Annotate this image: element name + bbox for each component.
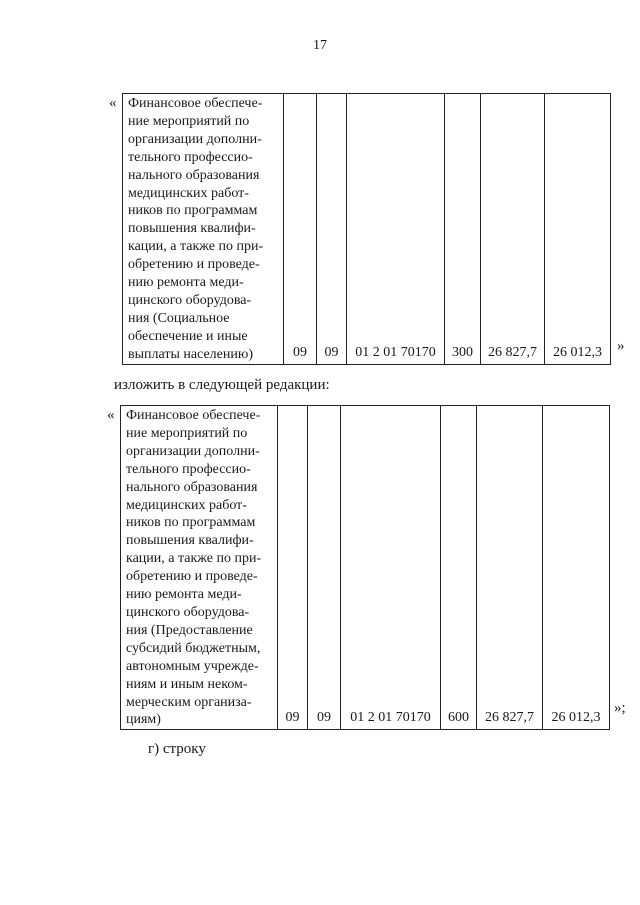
description-lines — [128, 95, 280, 364]
page-number: 17 — [313, 38, 327, 53]
description-line: циям) — [126, 712, 161, 728]
subsection-code: 09 — [317, 94, 347, 365]
target-article-code: 01 2 01 70170 — [341, 406, 441, 730]
description-line: цинского оборудова- — [128, 292, 252, 308]
table-row — [121, 406, 610, 730]
description-line: кации, а также по при- — [128, 239, 264, 255]
description-line: нию ремонта меди- — [128, 275, 244, 291]
description-line: обеспечение и иные — [128, 328, 248, 344]
description-line: Финансовое обеспече- — [126, 408, 261, 423]
description-line: организации дополни- — [126, 443, 260, 459]
description-line: ние мероприятий по — [128, 113, 250, 129]
row-description — [123, 94, 284, 365]
description-line: цинского оборудова- — [126, 604, 250, 620]
row-description — [121, 406, 278, 730]
description-line: нию ремонта меди- — [126, 587, 242, 603]
description-line: ния (Социальное — [128, 310, 230, 326]
description-line: автономным учрежде- — [126, 658, 259, 674]
description-line: ников по программам — [128, 203, 258, 219]
budget-table-old — [122, 93, 611, 365]
amount-year-2: 26 012,3 — [545, 94, 611, 365]
next-item-text: г) строку — [148, 741, 206, 757]
instruction-text: изложить в следующей редакции: — [114, 377, 330, 393]
section-code: 09 — [284, 94, 317, 365]
close-quote-1: » — [617, 338, 625, 354]
description-line: тельного профессио- — [126, 461, 251, 477]
close-quote-2: »; — [614, 700, 626, 716]
description-line: медицинских работ- — [126, 497, 247, 513]
description-line: субсидий бюджетным, — [126, 640, 261, 656]
description-line: мерческим организа- — [126, 694, 252, 710]
description-line: Финансовое обеспече- — [128, 96, 263, 111]
subsection-code: 09 — [308, 406, 341, 730]
amount-year-2: 26 012,3 — [543, 406, 610, 730]
open-quote-1: « — [109, 95, 117, 111]
description-line: ников по программам — [126, 515, 256, 531]
description-line: нального образования — [128, 167, 260, 183]
description-line: медицинских работ- — [128, 185, 249, 201]
description-line: повышения квалифи- — [128, 221, 256, 237]
open-quote-2: « — [107, 407, 115, 423]
expense-type-code: 600 — [441, 406, 477, 730]
amount-year-1: 26 827,7 — [481, 94, 545, 365]
description-lines — [126, 407, 274, 729]
description-line: ние мероприятий по — [126, 425, 248, 441]
description-line: ниям и иным неком- — [126, 676, 248, 692]
budget-table-new — [120, 405, 610, 730]
amount-year-1: 26 827,7 — [477, 406, 543, 730]
description-line: тельного профессио- — [128, 149, 253, 165]
section-code: 09 — [278, 406, 308, 730]
description-line: обретению и проведе- — [126, 569, 258, 585]
description-line: организации дополни- — [128, 131, 262, 147]
description-line: повышения квалифи- — [126, 533, 254, 549]
description-line: кации, а также по при- — [126, 551, 262, 567]
target-article-code: 01 2 01 70170 — [347, 94, 445, 365]
description-line: ния (Предоставление — [126, 622, 253, 638]
description-line: нального образования — [126, 479, 258, 495]
expense-type-code: 300 — [445, 94, 481, 365]
table-row — [123, 94, 611, 365]
description-line: выплаты населению) — [128, 346, 253, 362]
description-line: обретению и проведе- — [128, 257, 260, 273]
